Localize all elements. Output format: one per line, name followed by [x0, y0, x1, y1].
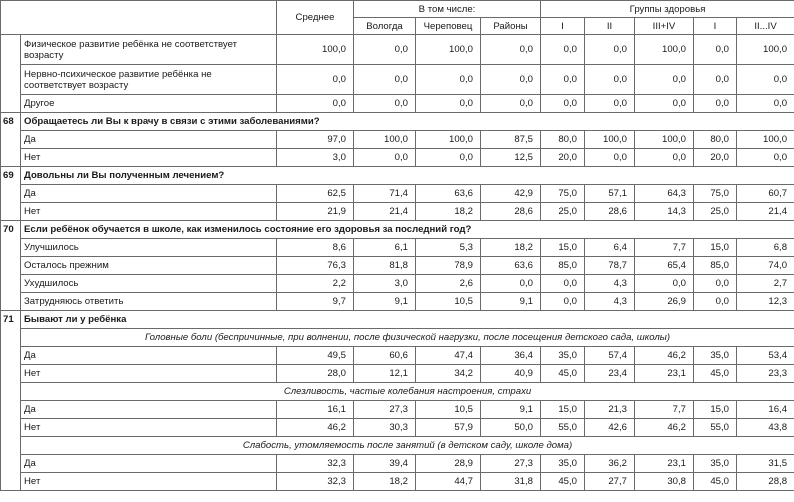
header-col: I [694, 18, 737, 35]
table-cell: 0,0 [635, 149, 694, 167]
row-label: Да [21, 185, 277, 203]
continuation-cell [1, 35, 21, 113]
table-cell: 100,0 [737, 131, 794, 149]
row-label: Физическое развитие ребёнка не соответствует возрасту [21, 35, 277, 65]
table-cell: 26,9 [635, 293, 694, 311]
header-col: I [541, 18, 585, 35]
table-row [1, 455, 794, 473]
table-cell: 46,2 [277, 419, 354, 437]
table-cell: 0,0 [481, 65, 541, 95]
table-cell: 36,4 [481, 347, 541, 365]
table-cell: 64,3 [635, 185, 694, 203]
table-cell: 46,2 [635, 347, 694, 365]
table-cell: 75,0 [541, 185, 585, 203]
table-cell: 81,8 [354, 257, 416, 275]
table-cell: 80,0 [694, 131, 737, 149]
table-cell: 21,4 [354, 203, 416, 221]
question-title: Если ребёнок обучается в школе, как изменилось состояние его здоровья за последний год? [21, 221, 794, 239]
table-cell: 0,0 [694, 65, 737, 95]
table-cell: 46,2 [635, 419, 694, 437]
table-cell: 50,0 [481, 419, 541, 437]
table-cell: 0,0 [354, 149, 416, 167]
header-mean: Среднее [277, 1, 354, 35]
table-cell: 20,0 [541, 149, 585, 167]
question-number: 71 [1, 311, 21, 491]
table-cell: 31,8 [481, 473, 541, 491]
table-cell: 16,1 [277, 401, 354, 419]
header-groups: Группы здоровья [541, 1, 794, 18]
table-cell: 78,9 [416, 257, 481, 275]
header-blank [1, 1, 277, 35]
table-cell: 9,1 [481, 293, 541, 311]
table-cell: 32,3 [277, 455, 354, 473]
row-label: Другое [21, 95, 277, 113]
table-cell: 25,0 [541, 203, 585, 221]
table-cell: 31,5 [737, 455, 794, 473]
table-cell: 9,1 [481, 401, 541, 419]
table-cell: 21,9 [277, 203, 354, 221]
table-row [1, 65, 794, 95]
table-cell: 27,7 [585, 473, 635, 491]
table-row [1, 131, 794, 149]
table-cell: 0,0 [585, 149, 635, 167]
table-cell: 0,0 [694, 35, 737, 65]
table-cell: 18,2 [416, 203, 481, 221]
table-cell: 0,0 [416, 149, 481, 167]
table-cell: 0,0 [635, 65, 694, 95]
row-label: Нервно-психическое развитие ребёнка не соответствует возрасту [21, 65, 277, 95]
table-cell: 57,4 [585, 347, 635, 365]
table-cell: 0,0 [585, 95, 635, 113]
row-label: Улучшилось [21, 239, 277, 257]
table-cell: 85,0 [541, 257, 585, 275]
table-cell: 0,0 [541, 275, 585, 293]
table-cell: 85,0 [694, 257, 737, 275]
table-row [1, 257, 794, 275]
question-number: 68 [1, 113, 21, 167]
header-col: Череповец [416, 18, 481, 35]
table-row [1, 293, 794, 311]
table-cell: 45,0 [541, 473, 585, 491]
table-row [1, 149, 794, 167]
header-col: II...IV [737, 18, 794, 35]
table-cell: 6,4 [585, 239, 635, 257]
table-cell: 2,2 [277, 275, 354, 293]
question-row [1, 113, 794, 131]
table-cell: 100,0 [585, 131, 635, 149]
question-title: Бывают ли у ребёнка [21, 311, 794, 329]
table-cell: 8,6 [277, 239, 354, 257]
subheading-row [1, 437, 794, 455]
table-cell: 74,0 [737, 257, 794, 275]
table-cell: 15,0 [694, 239, 737, 257]
table-cell: 0,0 [541, 293, 585, 311]
subheading-row [1, 383, 794, 401]
table-cell: 47,4 [416, 347, 481, 365]
table-cell: 55,0 [694, 419, 737, 437]
table-cell: 0,0 [541, 65, 585, 95]
table-cell: 40,9 [481, 365, 541, 383]
table-cell: 0,0 [277, 95, 354, 113]
table-cell: 0,0 [481, 95, 541, 113]
table-row [1, 203, 794, 221]
row-label: Да [21, 455, 277, 473]
table-cell: 76,3 [277, 257, 354, 275]
table-cell: 23,1 [635, 455, 694, 473]
table-cell: 9,7 [277, 293, 354, 311]
table-cell: 45,0 [694, 473, 737, 491]
table-cell: 63,6 [416, 185, 481, 203]
subheading: Слабость, утомляемость после занятий (в детском саду, школе дома) [21, 437, 794, 455]
table-cell: 0,0 [694, 293, 737, 311]
table-cell: 10,5 [416, 401, 481, 419]
table-cell: 12,3 [737, 293, 794, 311]
table-cell: 87,5 [481, 131, 541, 149]
row-label: Нет [21, 419, 277, 437]
table-cell: 9,1 [354, 293, 416, 311]
table-cell: 6,1 [354, 239, 416, 257]
table-cell: 23,1 [635, 365, 694, 383]
table-cell: 55,0 [541, 419, 585, 437]
table-cell: 30,8 [635, 473, 694, 491]
table-cell: 35,0 [694, 347, 737, 365]
table-cell: 65,4 [635, 257, 694, 275]
table-cell: 35,0 [541, 347, 585, 365]
table-cell: 44,7 [416, 473, 481, 491]
table-cell: 0,0 [277, 65, 354, 95]
table-cell: 27,3 [354, 401, 416, 419]
question-number: 69 [1, 167, 21, 221]
row-label: Нет [21, 473, 277, 491]
table-row [1, 35, 794, 65]
header-col: III+IV [635, 18, 694, 35]
table-cell: 35,0 [541, 455, 585, 473]
table-cell: 10,5 [416, 293, 481, 311]
row-label: Да [21, 401, 277, 419]
table-cell: 36,2 [585, 455, 635, 473]
table-cell: 21,3 [585, 401, 635, 419]
table-cell: 21,4 [737, 203, 794, 221]
table-cell: 0,0 [541, 35, 585, 65]
header-row-1 [1, 1, 794, 18]
table-cell: 0,0 [481, 35, 541, 65]
table-cell: 100,0 [416, 35, 481, 65]
table-cell: 42,6 [585, 419, 635, 437]
table-cell: 100,0 [737, 35, 794, 65]
table-row [1, 473, 794, 491]
table-cell: 4,3 [585, 275, 635, 293]
question-row [1, 167, 794, 185]
table-cell: 43,8 [737, 419, 794, 437]
table-cell: 49,5 [277, 347, 354, 365]
table-cell: 57,9 [416, 419, 481, 437]
table-cell: 0,0 [737, 95, 794, 113]
header-including: В том числе: [354, 1, 541, 18]
table-cell: 27,3 [481, 455, 541, 473]
table-cell: 0,0 [585, 35, 635, 65]
table-cell: 0,0 [416, 65, 481, 95]
table-cell: 0,0 [585, 65, 635, 95]
table-cell: 4,3 [585, 293, 635, 311]
table-cell: 0,0 [354, 95, 416, 113]
table-row [1, 419, 794, 437]
row-label: Да [21, 347, 277, 365]
table-cell: 18,2 [481, 239, 541, 257]
table-cell: 16,4 [737, 401, 794, 419]
table-cell: 2,7 [737, 275, 794, 293]
table-cell: 18,2 [354, 473, 416, 491]
table-cell: 71,4 [354, 185, 416, 203]
table-cell: 60,7 [737, 185, 794, 203]
table-cell: 28,0 [277, 365, 354, 383]
table-cell: 2,6 [416, 275, 481, 293]
table-cell: 57,1 [585, 185, 635, 203]
table-cell: 12,5 [481, 149, 541, 167]
table-cell: 100,0 [635, 131, 694, 149]
table-cell: 23,4 [585, 365, 635, 383]
table-cell: 28,8 [737, 473, 794, 491]
table-cell: 5,3 [416, 239, 481, 257]
table-cell: 0,0 [737, 65, 794, 95]
row-label: Нет [21, 149, 277, 167]
table-cell: 100,0 [277, 35, 354, 65]
table-cell: 32,3 [277, 473, 354, 491]
row-label: Осталось прежним [21, 257, 277, 275]
table-cell: 20,0 [694, 149, 737, 167]
subheading: Слезливость, частые колебания настроения, страхи [21, 383, 794, 401]
table-cell: 0,0 [354, 65, 416, 95]
row-label: Ухудшилось [21, 275, 277, 293]
row-label: Нет [21, 365, 277, 383]
table-cell: 75,0 [694, 185, 737, 203]
table-cell: 6,8 [737, 239, 794, 257]
header-col: Районы [481, 18, 541, 35]
table-cell: 0,0 [737, 149, 794, 167]
table-row [1, 347, 794, 365]
row-label: Затрудняюсь ответить [21, 293, 277, 311]
table-cell: 39,4 [354, 455, 416, 473]
table-cell: 63,6 [481, 257, 541, 275]
table-cell: 34,2 [416, 365, 481, 383]
table-cell: 25,0 [694, 203, 737, 221]
table-cell: 0,0 [694, 95, 737, 113]
table-cell: 45,0 [541, 365, 585, 383]
table-cell: 15,0 [541, 401, 585, 419]
table-cell: 28,6 [481, 203, 541, 221]
question-title: Обращаетесь ли Вы к врачу в связи с этими заболеваниями? [21, 113, 794, 131]
question-title: Довольны ли Вы полученным лечением? [21, 167, 794, 185]
table-cell: 35,0 [694, 455, 737, 473]
table-cell: 53,4 [737, 347, 794, 365]
table-cell: 14,3 [635, 203, 694, 221]
question-number: 70 [1, 221, 21, 311]
header-col: II [585, 18, 635, 35]
table-cell: 78,7 [585, 257, 635, 275]
table-cell: 80,0 [541, 131, 585, 149]
table-cell: 0,0 [354, 35, 416, 65]
row-label: Да [21, 131, 277, 149]
table-row [1, 95, 794, 113]
table-cell: 23,3 [737, 365, 794, 383]
table-row [1, 365, 794, 383]
table-cell: 7,7 [635, 401, 694, 419]
header-col: Вологда [354, 18, 416, 35]
table-cell: 97,0 [277, 131, 354, 149]
table-cell: 100,0 [635, 35, 694, 65]
table-cell: 0,0 [635, 95, 694, 113]
table-row [1, 401, 794, 419]
table-cell: 15,0 [694, 401, 737, 419]
table-cell: 60,6 [354, 347, 416, 365]
table-cell: 62,5 [277, 185, 354, 203]
table-row [1, 185, 794, 203]
subheading: Головные боли (беспричинные, при волнении, после физической нагрузки, после посещения детского сада, школы) [21, 329, 794, 347]
table-cell: 15,0 [541, 239, 585, 257]
subheading-row [1, 329, 794, 347]
question-row [1, 221, 794, 239]
row-label: Нет [21, 203, 277, 221]
table-cell: 0,0 [416, 95, 481, 113]
table-cell: 0,0 [541, 95, 585, 113]
table-cell: 3,0 [354, 275, 416, 293]
table-cell: 28,9 [416, 455, 481, 473]
table-cell: 30,3 [354, 419, 416, 437]
table-row [1, 239, 794, 257]
table-cell: 28,6 [585, 203, 635, 221]
table-cell: 12,1 [354, 365, 416, 383]
table-cell: 0,0 [635, 275, 694, 293]
table-cell: 0,0 [694, 275, 737, 293]
question-row [1, 311, 794, 329]
table-row [1, 275, 794, 293]
table-cell: 100,0 [354, 131, 416, 149]
table-cell: 0,0 [481, 275, 541, 293]
table-cell: 100,0 [416, 131, 481, 149]
table-cell: 42,9 [481, 185, 541, 203]
table-cell: 45,0 [694, 365, 737, 383]
table-cell: 3,0 [277, 149, 354, 167]
table-cell: 7,7 [635, 239, 694, 257]
